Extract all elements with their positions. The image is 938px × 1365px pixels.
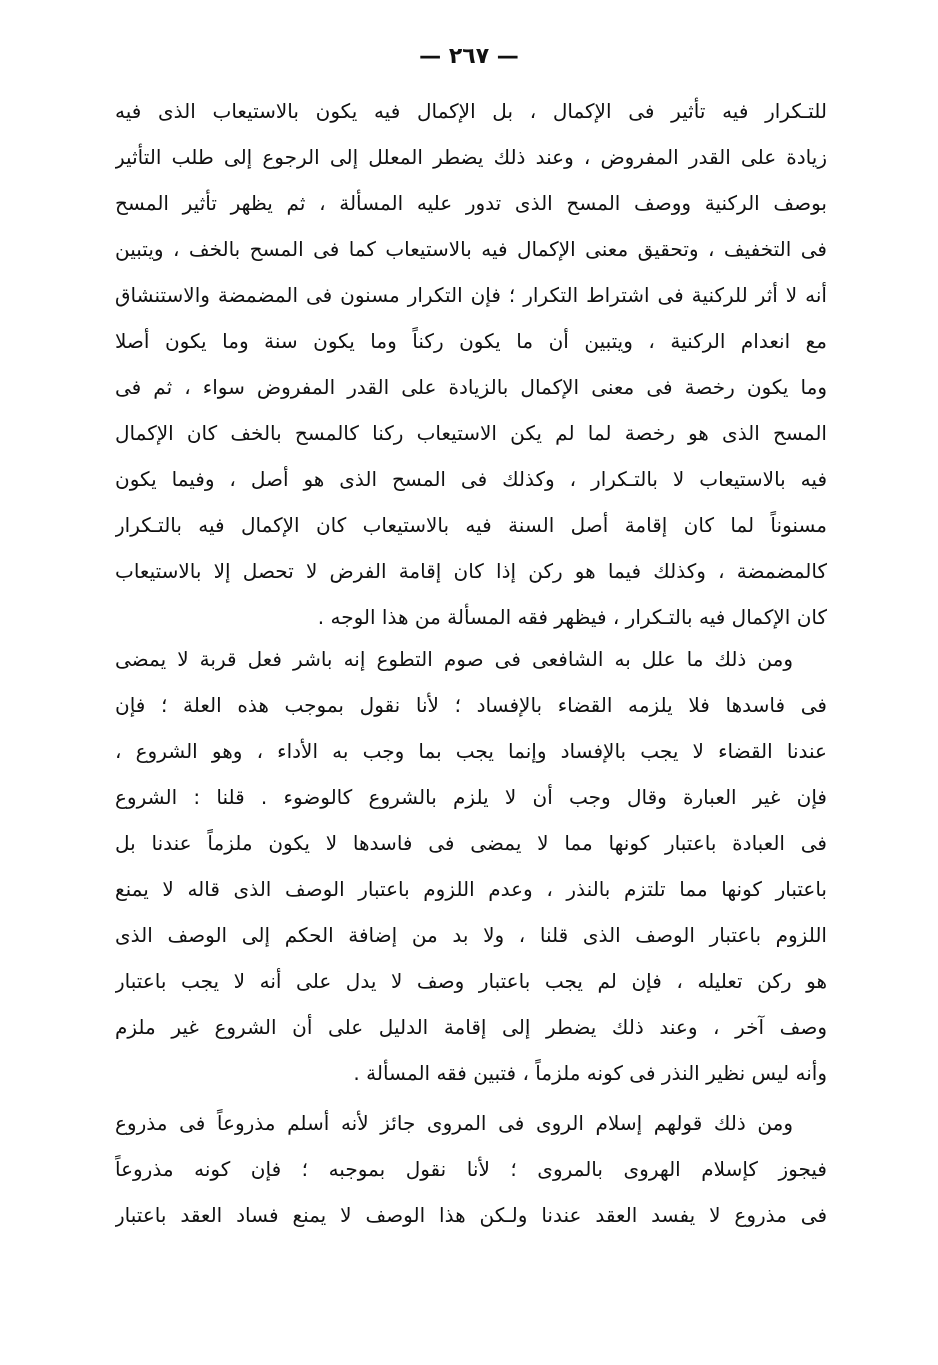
text-line: ومن ذلك ما علل به الشافعى فى صوم التطوع إنه باشر فعل قربة لا يمضى (115, 647, 793, 671)
text-line: اللزوم باعتبار الوصف الذى قلنا ، ولا بد من إضافة الحكم إلى الوصف الذى (115, 923, 827, 947)
text-line: هو ركن تعليله ، فإن لم يجب باعتبار وصف لا يدل على أنه لا يجب باعتبار (115, 969, 827, 993)
text-line: فإن غير العبارة وقال وجب أن لا يلزم بالشروع كالوضوء . قلنا : الشروع (115, 785, 827, 809)
text-line: فى مذروع لا يفسد العقد عندنا ولـكن هذا الوصف لا يمنع فساد العقد باعتبار (115, 1203, 827, 1227)
text-line: فيجوز كإسلام الهروى بالمروى ؛ لأنا نقول بموجبه ؛ فإن كونه مذروعاً (115, 1157, 827, 1181)
text-line: أنه لا أثر للركنية فى اشتراط التكرار ؛ فإن التكرار مسنون فى المضمضة والاستنشاق (115, 283, 827, 307)
text-line: فى العبادة باعتبار كونها مما لا يمضى فى فاسدها لا يكون ملزماً عندنا بل (115, 831, 827, 855)
text-line: وأنه ليس نظير النذر فى كونه ملزماً ، فتبين فقه المسألة . (353, 1061, 827, 1085)
text-line: فى التخفيف ، وتحقيق معنى الإكمال فيه بالاستيعاب كما فى المسح بالخف ، ويتبين (115, 237, 827, 261)
page-number: — ٢٦٧ — (419, 44, 519, 69)
text-line: مسنوناً لما كان إقامة أصل السنة فيه بالاستيعاب كان الإكمال فيه بالتـكرار (115, 513, 827, 537)
text-line: كان الإكمال فيه بالتـكرار ، فيظهر فقه المسألة من هذا الوجه . (317, 605, 827, 629)
paragraph-2 (115, 636, 827, 1096)
text-line: فيه بالاستيعاب لا بالتـكرار ، وكذلك فى المسح الذى هو أصل ، وفيما يكون (115, 467, 827, 491)
text-line: زيادة على القدر المفروض ، وعند ذلك يضطر المعلل إلى الرجوع إلى طلب التأثير (115, 145, 827, 169)
text-line: باعتبار كونها مما تلتزم بالنذر ، وعدم اللزوم باعتبار الوصف الذى قاله لا يمنع (115, 877, 827, 901)
text-line: للتـكرار فيه تأثير فى الإكمال ، بل الإكمال فيه يكون بالاستيعاب الذى فيه (115, 99, 827, 123)
text-line: ومن ذلك قولهم إسلام الروى فى المروى جائز لأنه أسلم مذروعاً فى مذروع (115, 1111, 793, 1135)
text-line: كالمضمضة ، وكذلك فيما هو ركن إذا كان إقامة الفرض لا تحصل إلا بالاستيعاب (115, 559, 827, 583)
text-line: المسح الذى هو رخصة لما لم يكن الاستيعاب ركنا كالمسح بالخف كان الإكمال (115, 421, 827, 445)
paragraph-3 (115, 1100, 827, 1238)
paragraph-1 (115, 88, 827, 640)
text-line: بوصف الركنية ووصف المسح الذى تدور عليه المسألة ، ثم يظهر تأثير المسح (115, 191, 827, 215)
text-line: وصف آخر ، وعند ذلك يضطر إلى إقامة الدليل على أن الشروع غير ملزم (115, 1015, 827, 1039)
text-line: عندنا القضاء لا يجب بالإفساد وإنما يجب بما وجب به الأداء ، وهو الشروع ، (115, 739, 827, 763)
text-line: وما يكون رخصة فى معنى الإكمال بالزيادة على القدر المفروض سواء ، ثم فى (115, 375, 827, 399)
text-line: مع انعدام الركنية ، ويتبين أن ما يكون ركناً وما يكون سنة وما يكون أصلا (115, 329, 827, 353)
text-line: فى فاسدها فلا يلزمه القضاء بالإفساد ؛ لأنا نقول بموجب هذه العلة ؛ فإن (115, 693, 827, 717)
